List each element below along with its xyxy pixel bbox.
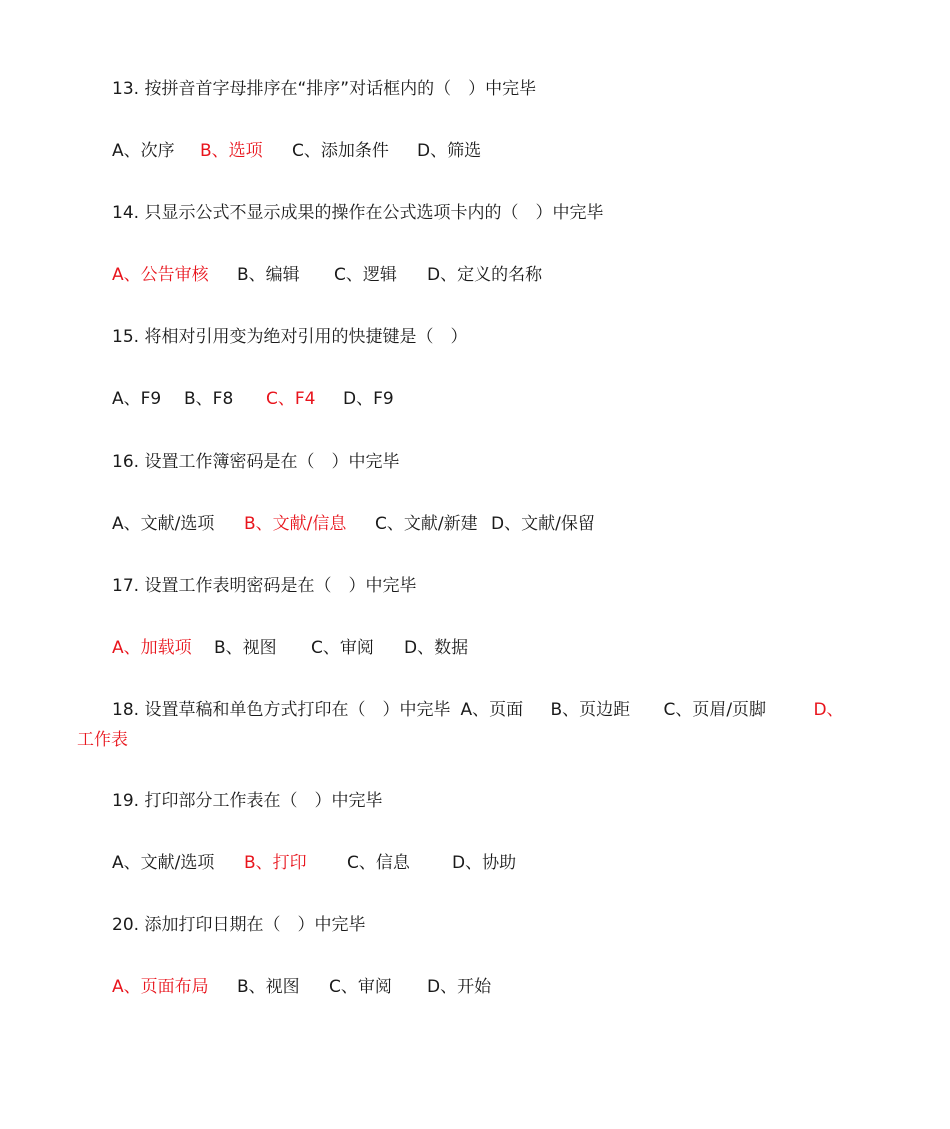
question-text: 添加打印日期在（ ）中完毕	[144, 915, 366, 935]
options-20	[112, 975, 491, 999]
options-14	[112, 263, 542, 287]
option-d: D、协助	[452, 853, 517, 873]
option-c: C、逻辑	[334, 265, 397, 285]
option-d: D、F9	[343, 389, 394, 409]
option-b: B、页边距	[550, 700, 631, 720]
question-20	[112, 913, 365, 937]
option-a-correct: A、加载项	[112, 638, 192, 658]
options-16	[112, 512, 595, 536]
question-text: 按拼音首字母排序在“排序”对话框内的（ ）中完毕	[144, 79, 537, 99]
option-a: A、F9	[112, 389, 162, 409]
options-15	[112, 387, 394, 411]
option-c: C、审阅	[329, 977, 392, 997]
question-14	[112, 201, 603, 225]
question-number: 15.	[112, 327, 140, 347]
question-number: 18.	[112, 700, 140, 720]
question-number: 17.	[112, 576, 140, 596]
question-13	[112, 77, 536, 101]
question-19	[112, 789, 382, 813]
option-d: D、数据	[404, 638, 469, 658]
question-number: 20.	[112, 915, 140, 935]
option-d-continuation: 工作表	[77, 730, 128, 750]
option-b: B、视图	[237, 977, 300, 997]
option-b: B、编辑	[237, 265, 300, 285]
question-text: 设置草稿和单色方式打印在（ ）中完毕	[144, 700, 451, 720]
option-d: D、开始	[427, 977, 492, 997]
question-text: 打印部分工作表在（ ）中完毕	[144, 791, 383, 811]
option-a: A、文献/选项	[112, 514, 215, 534]
question-15	[112, 325, 467, 349]
option-b-correct: B、打印	[244, 853, 307, 873]
option-b: B、视图	[214, 638, 277, 658]
question-number: 13.	[112, 79, 140, 99]
option-d: D、筛选	[417, 141, 482, 161]
option-c: C、页眉/页脚	[663, 700, 767, 720]
question-18	[112, 698, 844, 722]
option-c-correct: C、F4	[266, 389, 316, 409]
options-19	[112, 851, 516, 875]
question-text: 只显示公式不显示成果的操作在公式选项卡内的（ ）中完毕	[144, 203, 604, 223]
option-b: B、F8	[184, 389, 234, 409]
option-a-correct: A、页面布局	[112, 977, 209, 997]
question-number: 19.	[112, 791, 140, 811]
question-text: 将相对引用变为绝对引用的快捷键是（ ）	[144, 327, 468, 347]
option-d: D、定义的名称	[427, 265, 543, 285]
option-c: C、文献/新建	[375, 514, 478, 534]
option-b-correct: B、选项	[200, 141, 263, 161]
option-a: A、文献/选项	[112, 853, 215, 873]
question-text: 设置工作簿密码是在（ ）中完毕	[144, 452, 400, 472]
option-d: D、文献/保留	[491, 514, 595, 534]
question-text: 设置工作表明密码是在（ ）中完毕	[144, 576, 417, 596]
question-number: 14.	[112, 203, 140, 223]
question-17	[112, 574, 416, 598]
option-a: A、页面	[460, 700, 524, 720]
option-a-correct: A、公告审核	[112, 265, 209, 285]
options-13	[112, 139, 481, 163]
question-number: 16.	[112, 452, 140, 472]
option-b-correct: B、文献/信息	[244, 514, 347, 534]
option-d-correct: D、	[813, 700, 844, 720]
option-c: C、审阅	[311, 638, 374, 658]
options-17	[112, 636, 468, 660]
question-16	[112, 450, 399, 474]
option-c: C、信息	[347, 853, 410, 873]
option-c: C、添加条件	[292, 141, 389, 161]
option-a: A、次序	[112, 141, 175, 161]
